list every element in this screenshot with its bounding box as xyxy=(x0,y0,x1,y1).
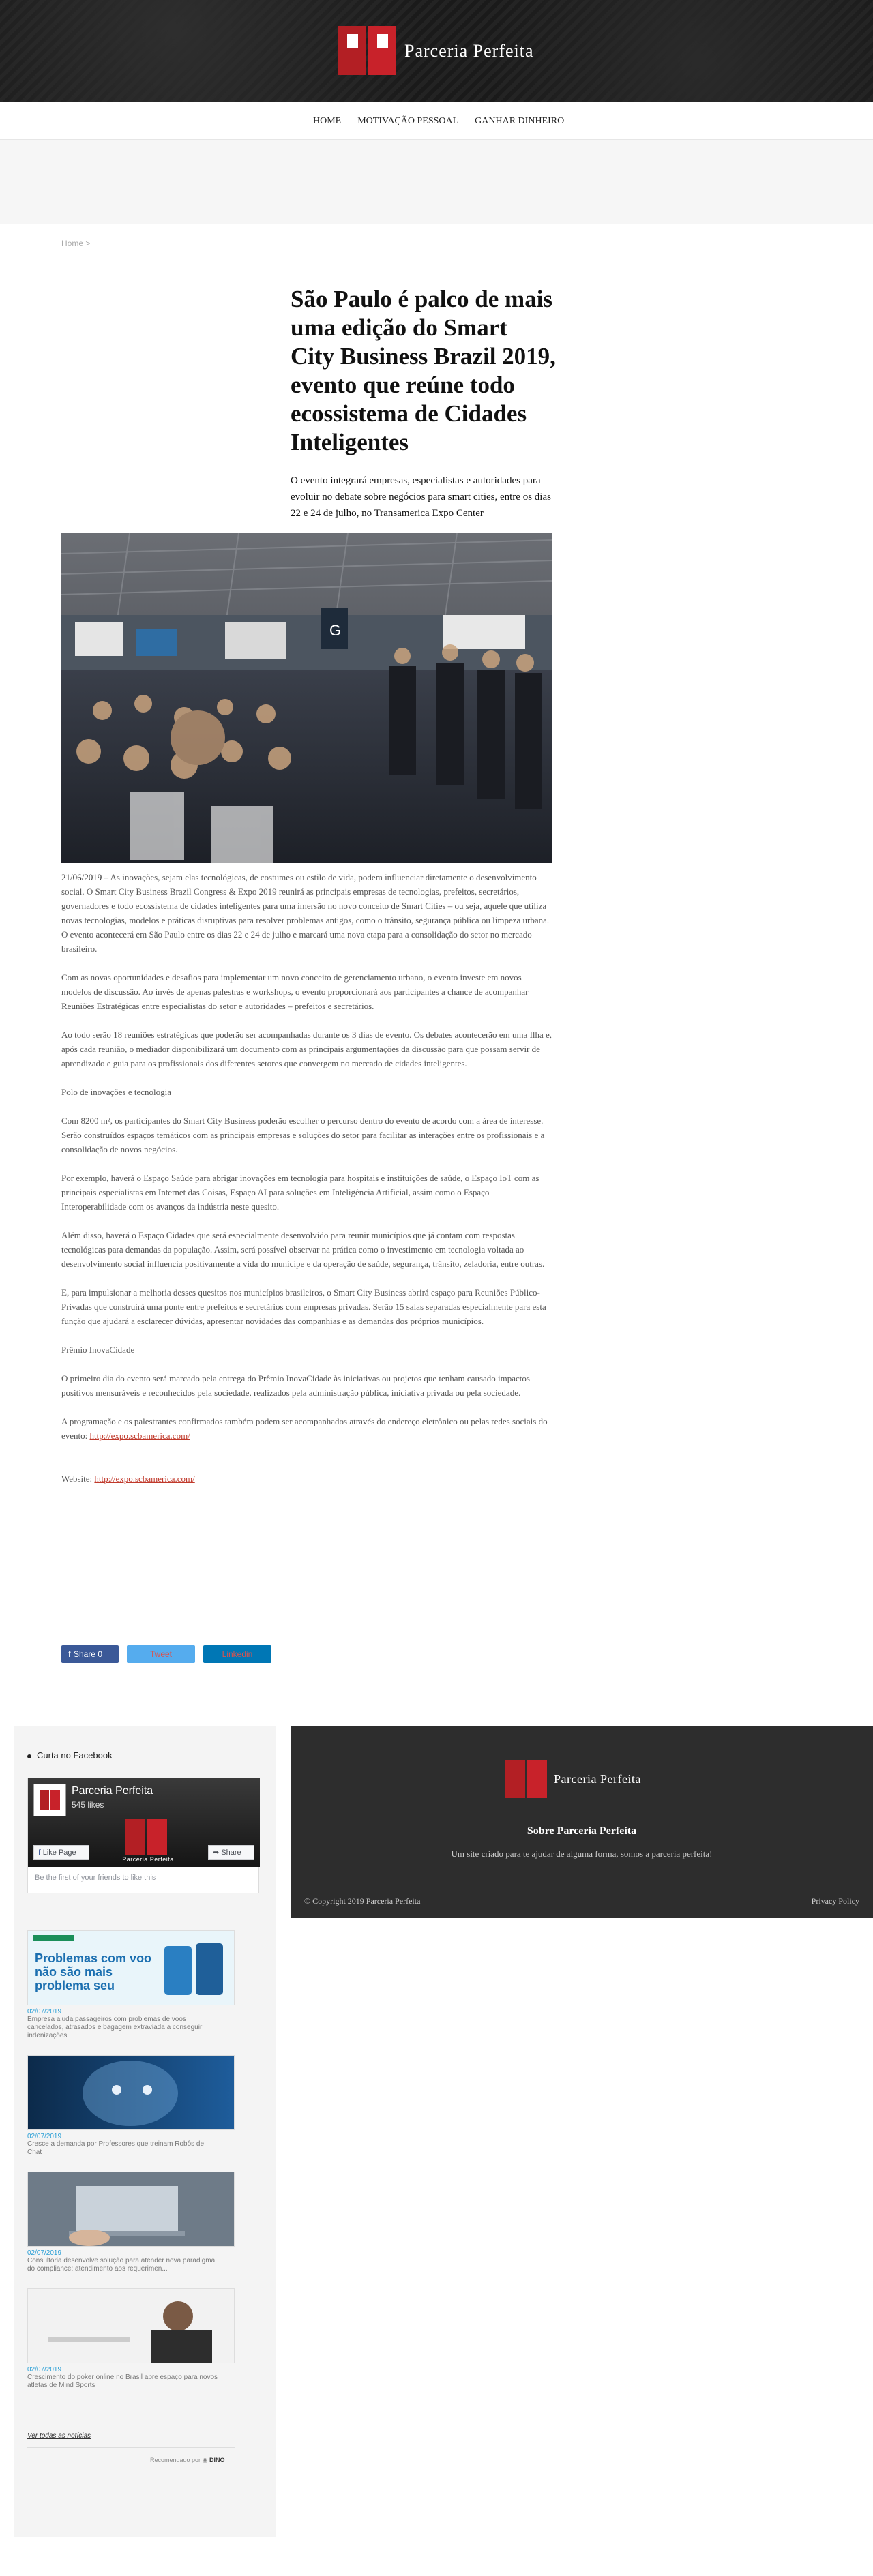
site-header xyxy=(0,0,873,102)
share-buttons xyxy=(61,1645,280,1663)
article-date: 21/06/2019 – xyxy=(61,872,108,882)
facebook-friends-text: Be the first of your friends to like this xyxy=(35,1874,156,1882)
logo-text: Parceria Perfeita xyxy=(404,41,534,61)
article-paragraph-1: 21/06/2019 – As inovações, sejam elas tecnológicas, de costumes ou estilo de vida, podem influenciar diretamente o desenvolvimento social. O Smart City Business Brazil Congress & Expo 2019 reunirá as principais empresas de tecnologias, prefeitos, secretários, governadores e todo ecossistema de cidades inteligentes para uma imersão no novo conceito de Smart Cities – ou seja, aquele que utiliza novas tecnologias, modelos e práticas disruptivas para resolver problemas antigos, como o trânsito, segurança pública ou limpeza urbana. O evento acontecerá em São Paulo entre os dias 22 e 24 de julho e marcará uma nova etapa para a consolidação do setor no mercado brasileiro. xyxy=(61,872,550,954)
article-paragraph-programming: A programação e os palestrantes confirmados também podem ser acompanhados através do endereço eletrônico ou pelas redes sociais do evento: http://expo.scbamerica.com/ xyxy=(61,1416,548,1441)
news-title[interactable]: Crescimento do poker online no Brasil abre espaço para novos atletas de Mind Sports xyxy=(27,2373,218,2389)
breadcrumb-home[interactable]: Home xyxy=(61,239,84,248)
facebook-likes-count: 545 likes xyxy=(72,1800,104,1810)
facebook-page-name[interactable]: Parceria Perfeita xyxy=(72,1785,153,1797)
news-date: 02/07/2019 xyxy=(27,2133,62,2140)
news-thumbnail[interactable] xyxy=(27,1930,235,2005)
news-thumbnail[interactable] xyxy=(27,2055,235,2130)
sidebar xyxy=(14,1726,276,2537)
article-paragraph-7: E, para impulsionar a melhoria desses quesitos nos municípios brasileiros, o Smart City Business abrirá espaço para Reuniões Público-Privadas que construirá uma ponte entre prefeitos e secretários com empresas privadas. Serão 15 salas separadas especialmente para esta função que ajudará a esclarecer dúvidas, apresentar novidades das companhias e as demandas dos próprios municípios. xyxy=(61,1287,546,1326)
share-arrow-icon: ➦ xyxy=(213,1848,222,1857)
share-linkedin-button[interactable]: Linkedin xyxy=(203,1645,271,1663)
footer-about-title: Sobre Parceria Perfeita xyxy=(527,1825,637,1837)
facebook-cover-logo: Parceria Perfeita xyxy=(121,1819,175,1864)
share-twitter-button[interactable]: Tweet xyxy=(127,1645,195,1663)
news-item[interactable] xyxy=(27,2172,235,2273)
article-lead: O evento integrará empresas, especialistas e autoridades para evoluir no debate sobre negócios para smart cities, entre os dias 22 e 24 de julho, no Transamerica Expo Center xyxy=(291,475,551,519)
article-title: São Paulo é palco de mais uma edição do Smart City Business Brazil 2019, evento que reúne todo ecossistema de Cidades Inteligentes xyxy=(291,286,556,455)
footer-about-text: Um site criado para te ajudar de alguma forma, somos a parceria perfeita! xyxy=(451,1848,713,1859)
site-logo[interactable] xyxy=(338,26,542,75)
divider xyxy=(27,2447,235,2448)
article-paragraph-6: Além disso, haverá o Espaço Cidades que será especialmente desenvolvido para reunir municípios que já contam com respostas tecnológicas para demandas da população. Assim, será possível observar na prática como o investimento em tecnologia voltada ao desenvolvimento social influencia positivamente a vida do munícipe e da operação de saúde, segurança, trânsito, zeladoria, entre outras. xyxy=(61,1230,545,1269)
ad-banner-area xyxy=(0,140,873,224)
article-paragraph-3: Ao todo serão 18 reuniões estratégicas que poderão ser acompanhadas durante os 3 dias de evento. Os debates acontecerão em uma Ilha e, após cada reunião, o mediador disponibilizará um documento com as principais argumentações da discussão para que possam servir de aprendizado e guia para os profissionais dos diferentes setores que convergem no mercado de cidades inteligentes. xyxy=(61,1030,552,1068)
see-all-news-link[interactable]: Ver todas as notícias xyxy=(27,2432,91,2440)
facebook-share-button[interactable]: ➦ Share xyxy=(208,1845,254,1860)
news-list xyxy=(27,1930,235,2405)
news-date: 02/07/2019 xyxy=(27,2249,62,2257)
article-website: Website: http://expo.scbamerica.com/ xyxy=(61,1473,195,1484)
article-paragraph-4: Com 8200 m², os participantes do Smart City Business poderão escolher o percurso dentro do evento de acordo com a área de interesse. Serão construídos espaços temáticos com as principais empresas e soluções do setor para facilitar as interações entre os profissionais e a consolidação de novos negócios. xyxy=(61,1115,545,1154)
footer-logo[interactable]: Parceria Perfeita xyxy=(505,1760,668,1798)
article-paragraph-2: Com as novas oportunidades e desafios para implementar um novo conceito de gerenciamento urbano, o evento investe em novos modelos de discussão. Ao invés de apenas palestras e workshops, o evento proporcionará aos participantes a chance de acompanhar Reuniões Estratégicas entre especialistas do setor e autoridades – prefeitos e secretários. xyxy=(61,972,529,1011)
article-hero-image xyxy=(61,533,552,863)
news-item[interactable] xyxy=(27,2288,235,2390)
news-thumbnail[interactable] xyxy=(27,2288,235,2363)
footer-copyright: © Copyright 2019 Parceria Perfeita xyxy=(304,1896,421,1906)
article-subheading-polo: Polo de inovações e tecnologia xyxy=(61,1087,172,1097)
programming-link[interactable]: http://expo.scbamerica.com/ xyxy=(89,1431,190,1441)
facebook-icon: f xyxy=(68,1649,71,1659)
bullet-icon xyxy=(27,1754,31,1758)
news-thumbnail[interactable] xyxy=(27,2172,235,2247)
facebook-icon: f xyxy=(38,1848,43,1857)
event-photo xyxy=(61,533,552,863)
news-item[interactable] xyxy=(27,1930,235,2040)
news-date: 02/07/2019 xyxy=(27,2366,62,2373)
article-paragraph-8: O primeiro dia do evento será marcado pela entrega do Prêmio InovaCidade às iniciativas ou projetos que tenham causado impactos positivos mensuráveis e reconhecidos pela sociedade, realizados pela administração pública, iniciativa privada ou pela sociedade. xyxy=(61,1373,530,1398)
news-item[interactable] xyxy=(27,2055,235,2157)
logo-mark-icon xyxy=(338,26,398,75)
svg-text:G: G xyxy=(329,622,342,639)
news-thumbnail-headline: Problemas com voo não são mais problema seu xyxy=(35,1951,152,1992)
article-subheading-premio: Prêmio InovaCidade xyxy=(61,1345,135,1355)
nav-item-home[interactable]: HOME xyxy=(313,116,342,126)
article-body xyxy=(61,870,552,1500)
facebook-page-plugin[interactable] xyxy=(27,1778,259,1893)
article-paragraph-5: Por exemplo, haverá o Espaço Saúde para abrigar inovações em tecnologia para hospitais e instituições de saúde, o Espaço IoT com as principais especialistas em Internet das Coisas, Espaço AI para soluções em Inteligência Artificial, assim como o Espaço Interoperabilidade com os avanços da indústria neste quesito. xyxy=(61,1173,539,1212)
facebook-page-avatar[interactable] xyxy=(33,1784,66,1816)
dino-logo-icon: ◉ xyxy=(202,2457,208,2463)
website-link[interactable]: http://expo.scbamerica.com/ xyxy=(94,1473,195,1484)
nav-item-ganhar-dinheiro[interactable]: GANHAR DINHEIRO xyxy=(475,116,565,126)
share-facebook-button[interactable]: f Share 0 xyxy=(61,1645,119,1663)
privacy-policy-link[interactable]: Privacy Policy xyxy=(811,1896,859,1906)
news-title[interactable]: Cresce a demanda por Professores que treinam Robôs de Chat xyxy=(27,2140,205,2156)
site-footer xyxy=(291,1726,873,1918)
news-date: 02/07/2019 xyxy=(27,2008,62,2016)
facebook-like-page-button[interactable]: f Like Page xyxy=(33,1845,89,1860)
recommended-by: Recomendado por ◉ DINO xyxy=(150,2457,225,2463)
facebook-widget-title: Curta no Facebook xyxy=(27,1750,113,1761)
breadcrumb xyxy=(61,239,90,248)
nav-item-motivacao-pessoal[interactable]: MOTIVAÇÃO PESSOAL xyxy=(357,116,459,126)
facebook-cover xyxy=(28,1778,260,1867)
breadcrumb-separator: > xyxy=(85,239,91,248)
main-nav xyxy=(0,102,873,140)
news-title[interactable]: Empresa ajuda passageiros com problemas de voos cancelados, atrasados e bagagem extraviada a conseguir indenizações xyxy=(27,2016,203,2039)
news-title[interactable]: Consultoria desenvolve solução para atender nova paradigma do compliance: atendimento aos requerimen... xyxy=(27,2257,216,2273)
